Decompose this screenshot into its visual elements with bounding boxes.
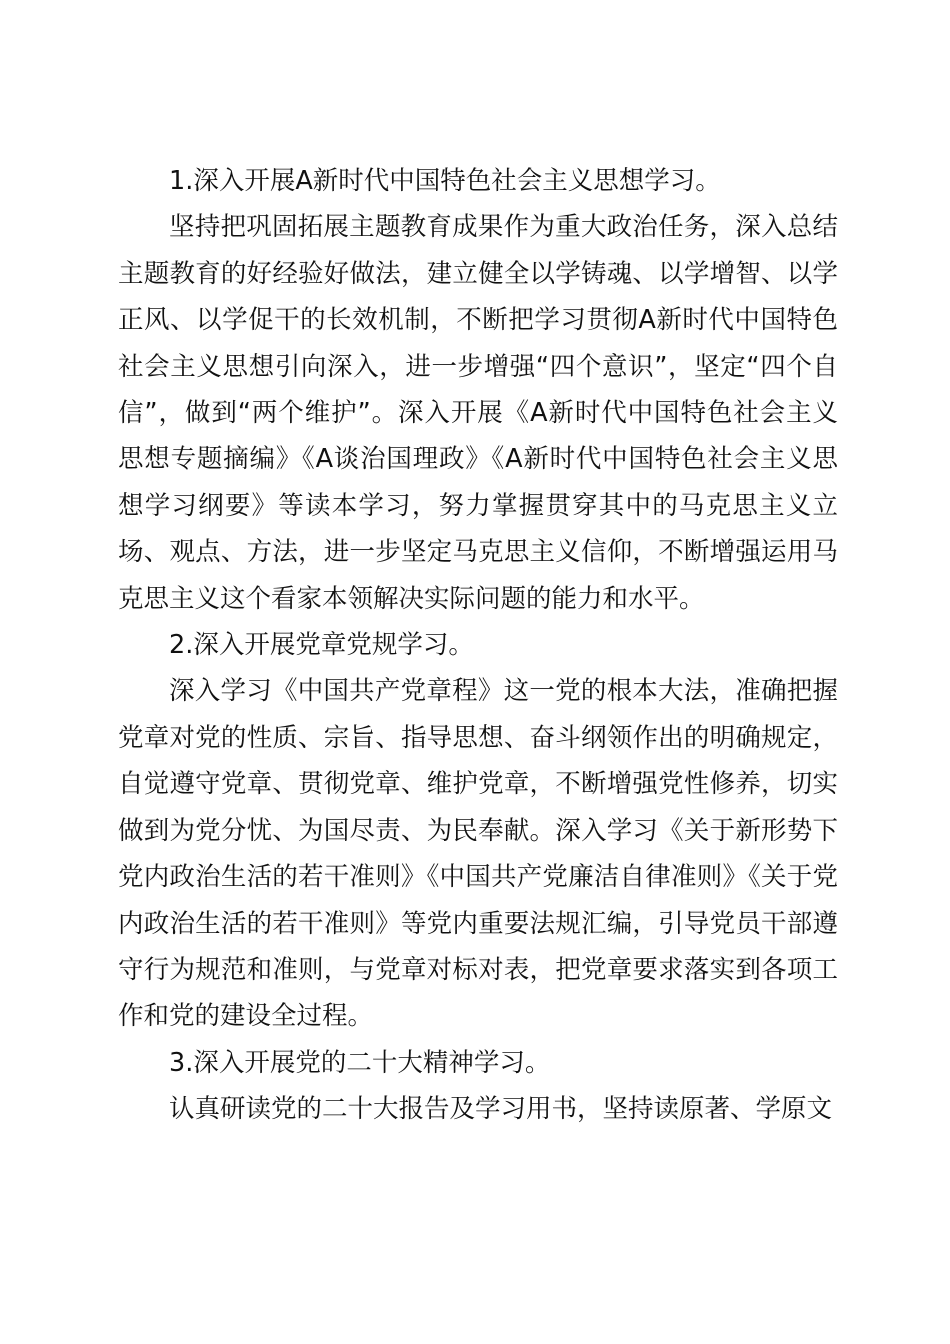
section-1-paragraph: 坚持把巩固拓展主题教育成果作为重大政治任务，深入总结主题教育的好经验好做法，建立健全以学铸魂、以学增智、以学正风、以学促干的长效机制，不断把学习贯彻A新时代中国特色社会主义思想引向深入，进一步增强“四个意识”，坚定“四个自信”，做到“两个维护”。深入开展《A新时代中国特色社会主义思想专题摘编》《A谈治国理政》《A新时代中国特色社会主义思想学习纲要》等读本学习，努力掌握贯穿其中的马克思主义立场、观点、方法，进一步坚定马克思主义信仰，不断增强运用马克思主义这个看家本领解决实际问题的能力和水平。 [118,212,838,614]
document-body [118,158,838,1133]
section-3-paragraph: 认真研读党的二十大报告及学习用书，坚持读原著、学原文 [169,1094,833,1125]
section-2-paragraph: 深入学习《中国共产党章程》这一党的根本大法，准确把握党章对党的性质、宗旨、指导思想、奋斗纲领作出的明确规定，自觉遵守党章、贯彻党章、维护党章，不断增强党性修养，切实做到为党分忧、为国尽责、为民奉献。深入学习《关于新形势下党内政治生活的若干准则》《中国共产党廉洁自律准则》《关于党内政治生活的若干准则》等党内重要法规汇编，引导党员干部遵守行为规范和准则，与党章对标对表，把党章要求落实到各项工作和党的建设全过程。 [118,676,838,1032]
section-1-heading: 1.深入开展A新时代中国特色社会主义思想学习。 [169,166,721,196]
section-2-heading: 2.深入开展党章党规学习。 [169,630,474,661]
section-3-heading: 3.深入开展党的二十大精神学习。 [169,1047,551,1078]
